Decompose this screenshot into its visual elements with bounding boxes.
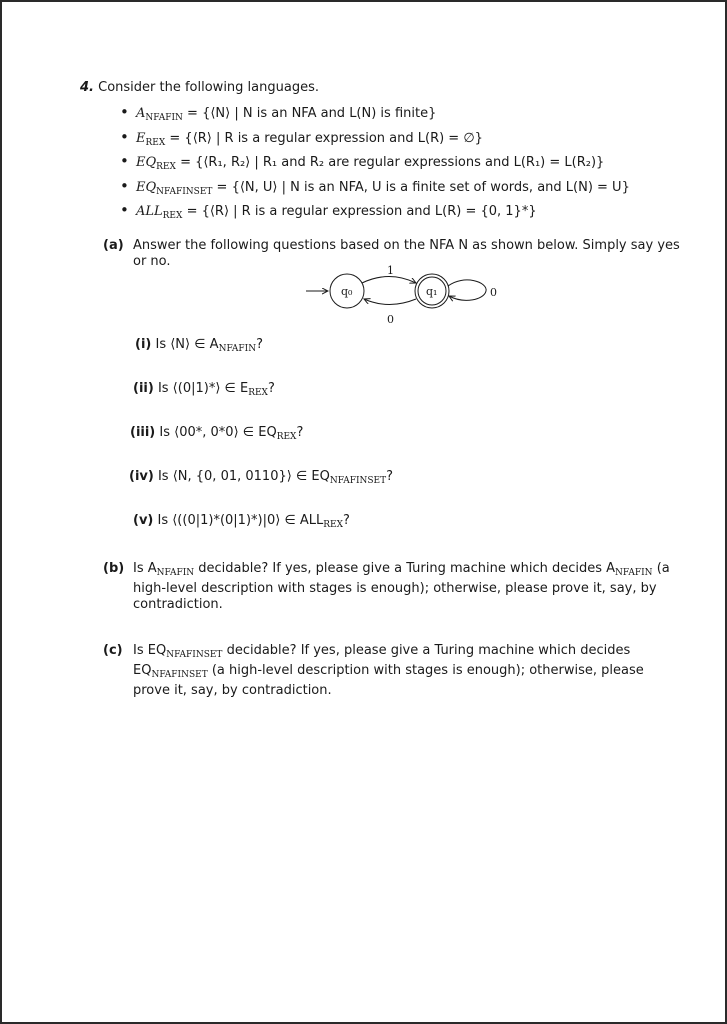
part-a-text: Answer the following questions based on the NFA N as shown below. Simply say yes or no. <box>133 238 680 269</box>
state-q1-label: q₁ <box>426 285 438 298</box>
part-b <box>103 561 673 613</box>
subquestion-iv: (iv) Is ⟨N, {0, 01, 0110}⟩ ∈ $EQ_{NFAFINSET}$? <box>129 469 394 486</box>
language-item: • $EQ_{REX}$ = {⟨R₁, R₂⟩ | R₁ and R₂ are regular expressions and L(R₁) = L(R₂)} <box>120 155 630 180</box>
part-c-text: Is $EQ_{NFAFINSET}$ decidable? If yes, please give a Turing machine which decides $EQ_{NFAFINSET}$ (a high-level description with stages is enough); otherwise, please prove it, say, by contradiction. <box>133 643 644 698</box>
part-b-label: (b) <box>103 561 125 576</box>
subquestion-v: (v) Is ⟨((0|1)*(0|1)*)|0⟩ ∈ $ALL_{REX}$? <box>133 513 350 530</box>
question-intro: Consider the following languages. <box>98 80 319 95</box>
transition-q0-q1 <box>362 277 416 284</box>
language-item: • $ALL_{REX}$ = {⟨R⟩ | R is a regular expression and L(R) = {0, 1}*} <box>120 204 630 229</box>
self-loop-q1 <box>448 280 486 300</box>
subquestion-iii: (iii) Is ⟨00*, 0*0⟩ ∈ $EQ_{REX}$? <box>130 425 304 442</box>
transition-label-0-bottom: 0 <box>387 313 394 326</box>
transition-label-0-loop: 0 <box>490 286 497 299</box>
transition-q1-q0 <box>364 299 416 305</box>
nfa-diagram <box>302 262 532 326</box>
subquestion-ii: (ii) Is ⟨(0|1)*⟩ ∈ $E_{REX}$? <box>133 381 275 398</box>
language-list <box>120 106 630 229</box>
part-a-label: (a) <box>103 238 124 253</box>
part-b-text: Is $A_{NFAFIN}$ decidable? If yes, please give a Turing machine which decides $A_{NFAFIN}$ (a high-level description with stages is enough); otherwise, please prove it, say, by contradiction. <box>133 561 670 612</box>
state-q0-label: q₀ <box>341 285 353 298</box>
language-item: • $A_{NFAFIN}$ = {⟨N⟩ | N is an NFA and L(N) is finite} <box>120 106 630 131</box>
part-c-label: (c) <box>103 643 123 658</box>
question-number: 4. <box>80 80 94 95</box>
language-item: • $EQ_{NFAFINSET}$ = {⟨N, U⟩ | N is an NFA, U is a finite set of words, and L(N) = U} <box>120 180 630 205</box>
language-item: • $E_{REX}$ = {⟨R⟩ | R is a regular expression and L(R) = ∅} <box>120 131 630 156</box>
part-c <box>103 643 673 699</box>
transition-label-1: 1 <box>387 264 394 277</box>
question-heading <box>80 80 319 95</box>
subquestion-i: (i) Is ⟨N⟩ ∈ $A_{NFAFIN}$? <box>135 337 263 354</box>
